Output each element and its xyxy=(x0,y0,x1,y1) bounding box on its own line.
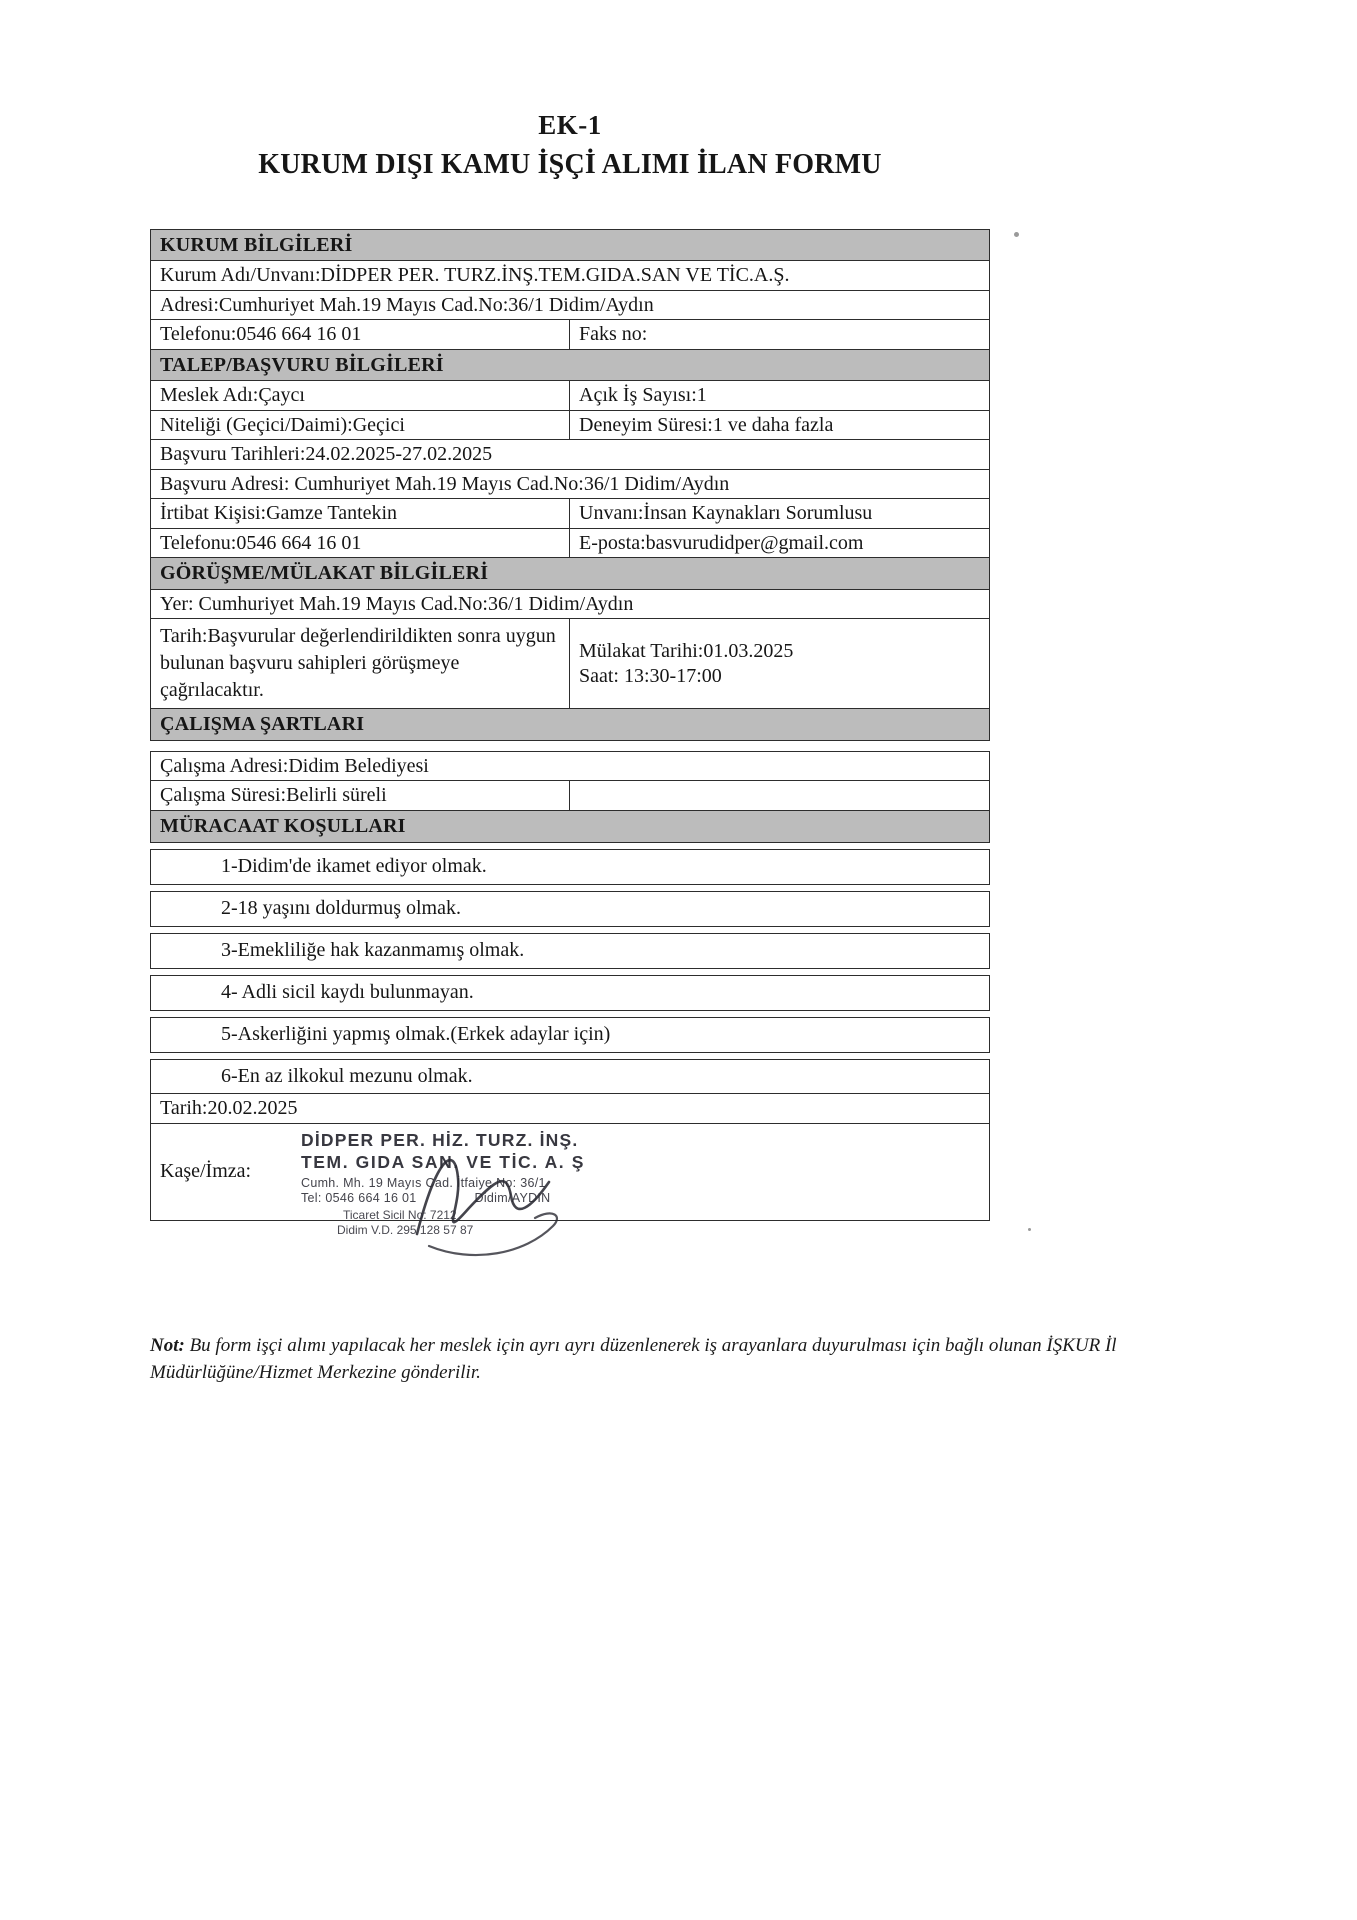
section-header-gorusme-mulakat xyxy=(150,557,990,590)
condition-3-text: 3-Emekliliğe hak kazanmamış olmak. xyxy=(221,939,525,961)
row-irtibat-unvani xyxy=(150,498,990,529)
condition-2-text: 2-18 yaşını doldurmuş olmak. xyxy=(221,897,461,919)
scan-artifact xyxy=(1014,232,1019,237)
section-header-muracaat-kosullari xyxy=(150,810,990,843)
talep-telefon-value: Telefonu:0546 664 16 01 xyxy=(151,529,570,558)
stamp-company-line-2: TEM. GIDA SAN. VE TİC. A. Ş xyxy=(301,1151,586,1172)
condition-row-4 xyxy=(150,975,990,1011)
stamp-phone-value: Tel: 0546 664 16 01 xyxy=(301,1190,417,1205)
stamp-tax-line: Didim V.D. 295 128 57 87 xyxy=(337,1222,474,1237)
form-table xyxy=(150,230,990,1237)
row-gorusme-yer xyxy=(150,589,990,620)
footnote xyxy=(150,1333,1212,1386)
stamp-city-value: Didim/AYDIN xyxy=(474,1190,551,1205)
meslek-adi-value: Meslek Adı:Çaycı xyxy=(151,381,570,410)
calisma-adresi-value: Çalışma Adresi:Didim Belediyesi xyxy=(160,754,429,777)
footnote-text: Bu form işçi alımı yapılacak her meslek için ayrı ayrı düzenlenerek iş arayanlara duyurulması için bağlı olunan İŞKUR İl Müdürlüğüne/Hizmet Merkezine gönderilir. xyxy=(150,1335,1117,1383)
mulakat-bilgi-cell xyxy=(570,619,989,708)
condition-row-1 xyxy=(150,849,990,885)
row-basvuru-tarihleri xyxy=(150,439,990,470)
kurum-telefon-value: Telefonu:0546 664 16 01 xyxy=(151,320,570,349)
row-kase-imza xyxy=(150,1123,990,1237)
section-header-label: TALEP/BAŞVURU BİLGİLERİ xyxy=(160,353,444,376)
stamp-address-line: Cumh. Mh. 19 Mayıs Cad. İtfaiye No: 36/1 xyxy=(301,1175,546,1190)
eposta-value: E-posta:basvurudidper@gmail.com xyxy=(579,531,864,554)
unvani-value: Unvanı:İnsan Kaynakları Sorumlusu xyxy=(579,502,873,524)
stamp-company-line-1: DİDPER PER. HİZ. TURZ. İNŞ. xyxy=(301,1129,579,1150)
mulakat-saat-value: Saat: 13:30-17:00 xyxy=(579,664,722,687)
row-meslek-acikis xyxy=(150,380,990,411)
gorusme-yer-value: Yer: Cumhuriyet Mah.19 Mayıs Cad.No:36/1 Didim/Aydın xyxy=(160,592,634,615)
deneyim-suresi-value: Deneyim Süresi:1 ve daha fazla xyxy=(579,413,834,436)
row-niteligi-deneyim xyxy=(150,410,990,441)
condition-6-text: 6-En az ilkokul mezunu olmak. xyxy=(221,1065,473,1087)
section-header-talep-basvuru xyxy=(150,349,990,382)
row-form-tarih xyxy=(150,1093,990,1124)
section-header-label: MÜRACAAT KOŞULLARI xyxy=(160,814,406,837)
irtibat-kisisi-value: İrtibat Kişisi:Gamze Tantekin xyxy=(151,499,570,528)
kurum-adi-value: Kurum Adı/Unvanı:DİDPER PER. TURZ.İNŞ.TEM.GIDA.SAN VE TİC.A.Ş. xyxy=(160,264,790,286)
kurum-faks-value: Faks no: xyxy=(579,323,648,345)
form-title: KURUM DIŞI KAMU İŞÇİ ALIMI İLAN FORMU xyxy=(258,149,882,180)
form-title-block xyxy=(150,110,990,181)
condition-row-6 xyxy=(150,1059,990,1095)
row-gorusme-tarih-mulakat xyxy=(150,618,990,709)
niteligi-value: Niteliği (Geçici/Daimi):Geçici xyxy=(151,411,570,440)
row-calisma-suresi xyxy=(150,780,990,811)
annex-code: EK-1 xyxy=(538,110,602,140)
scan-artifact xyxy=(1028,1228,1031,1231)
section-header-label: GÖRÜŞME/MÜLAKAT BİLGİLERİ xyxy=(160,562,489,584)
calisma-suresi-value: Çalışma Süresi:Belirli süreli xyxy=(151,781,570,810)
row-calisma-adresi xyxy=(150,751,990,782)
section-header-label: ÇALIŞMA ŞARTLARI xyxy=(160,712,365,735)
basvuru-adresi-value: Başvuru Adresi: Cumhuriyet Mah.19 Mayıs Cad.No:36/1 Didim/Aydın xyxy=(160,472,730,495)
condition-1-text: 1-Didim'de ikamet ediyor olmak. xyxy=(221,855,487,877)
footnote-label: Not: xyxy=(150,1335,185,1356)
condition-row-2 xyxy=(150,891,990,927)
stamp-trade-registry-line: Ticaret Sicil No: 7212 xyxy=(343,1207,457,1222)
section-header-kurum-bilgileri xyxy=(150,229,990,262)
condition-5-text: 5-Askerliğini yapmış olmak.(Erkek adaylar için) xyxy=(221,1023,611,1045)
row-kurum-telefon-faks xyxy=(150,319,990,350)
mulakat-tarihi-value: Mülakat Tarihi:01.03.2025 xyxy=(579,639,794,662)
condition-4-text: 4- Adli sicil kaydı bulunmayan. xyxy=(221,981,474,1003)
condition-row-3 xyxy=(150,933,990,969)
row-telefon-eposta xyxy=(150,528,990,559)
condition-row-5 xyxy=(150,1017,990,1053)
row-kurum-adi xyxy=(150,260,990,291)
kase-imza-label: Kaşe/İmza: xyxy=(160,1160,252,1182)
row-basvuru-adresi xyxy=(150,469,990,500)
acik-is-sayisi-value: Açık İş Sayısı:1 xyxy=(579,384,707,406)
kurum-adresi-value: Adresi:Cumhuriyet Mah.19 Mayıs Cad.No:36/1 Didim/Aydın xyxy=(160,293,654,316)
gorusme-tarih-value: Tarih:Başvurular değerlendirildikten sonra uygun bulunan başvuru sahipleri görüşmeye çağrılacaktır. xyxy=(151,619,570,708)
signature-scribble xyxy=(403,1138,613,1268)
basvuru-tarihleri-value: Başvuru Tarihleri:24.02.2025-27.02.2025 xyxy=(160,443,493,465)
section-header-calisma-sartlari xyxy=(150,708,990,741)
form-tarih-value: Tarih:20.02.2025 xyxy=(160,1097,298,1119)
calisma-suresi-empty-cell xyxy=(570,781,989,810)
section-header-label: KURUM BİLGİLERİ xyxy=(160,233,353,256)
row-kurum-adresi xyxy=(150,290,990,321)
